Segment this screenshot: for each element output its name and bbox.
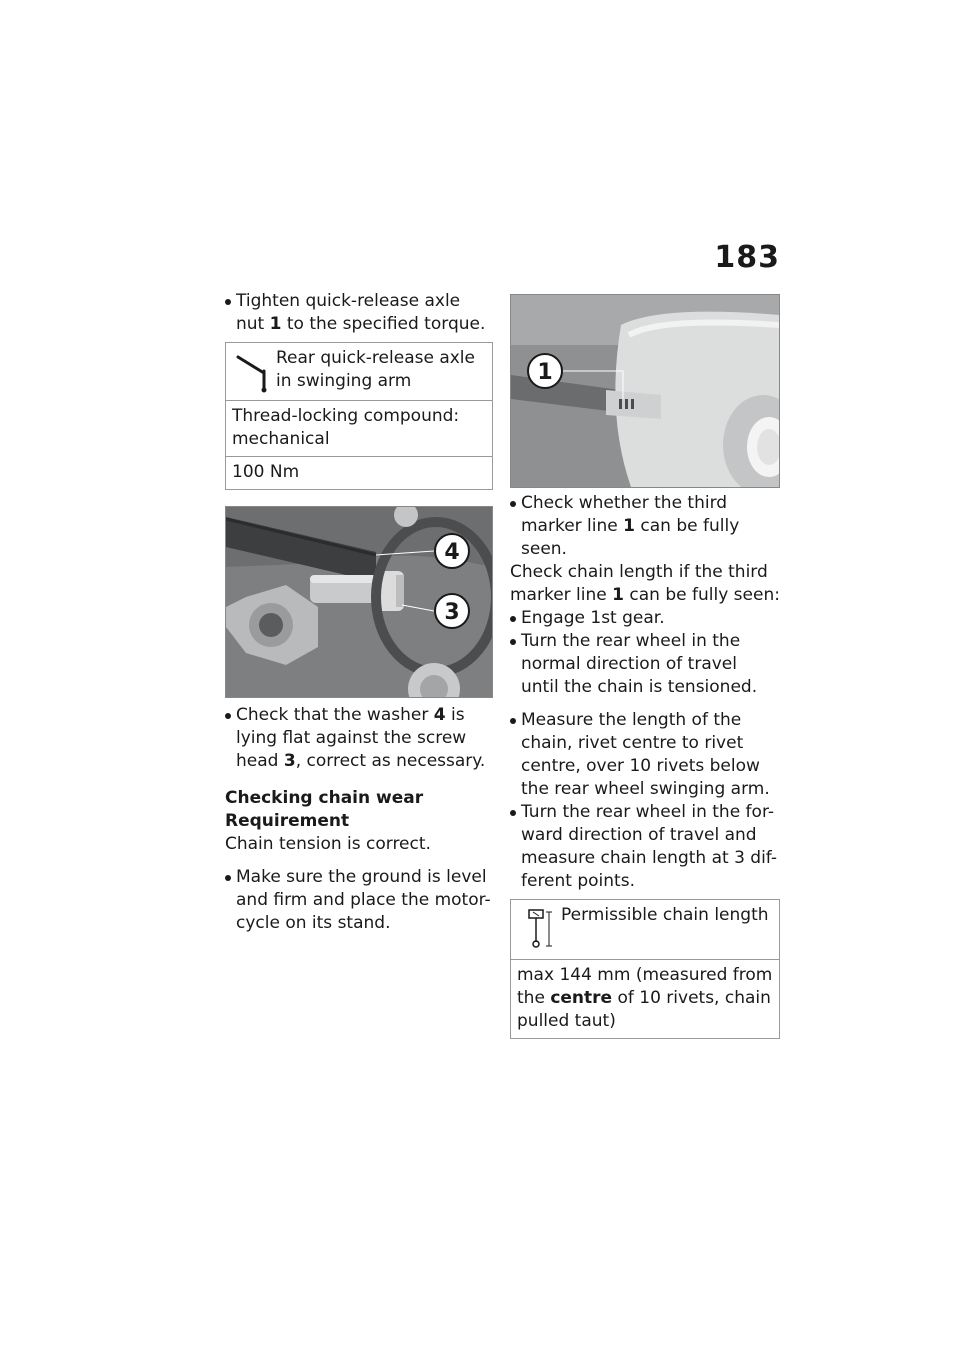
bullet-dot bbox=[225, 713, 231, 719]
bullet-dot bbox=[225, 299, 231, 305]
bullet-dot bbox=[510, 639, 516, 645]
torque-spec-value: 100 Nm bbox=[226, 456, 492, 489]
bullet-dot bbox=[510, 810, 516, 816]
requirement-text: Chain tension is correct. bbox=[225, 834, 431, 854]
photo-label-1: 1 bbox=[537, 360, 553, 385]
torque-spec-compound: Thread-locking compound: mechanical bbox=[226, 400, 492, 456]
page-number: 183 bbox=[714, 240, 780, 275]
photo-label-3: 3 bbox=[444, 600, 460, 625]
chain-length-spec-header bbox=[511, 900, 779, 959]
instruction-tighten-nut: Tighten quick-release axle nut 1 to the specified torque. bbox=[225, 290, 493, 336]
instruction-measure-chain: Measure the length of the chain, rivet centre to rivet centre, over 10 rivets below the rear wheel swinging arm. bbox=[510, 709, 780, 801]
instruction-engage-gear: Engage 1st gear. bbox=[510, 607, 780, 630]
right-column bbox=[510, 294, 780, 1039]
caliper-gauge-icon bbox=[517, 904, 561, 952]
requirement-heading: Requirement bbox=[225, 811, 350, 831]
instruction-turn-wheel: Turn the rear wheel in the normal direction of travel until the chain is tensioned. bbox=[510, 630, 780, 699]
torque-spec-title: Rear quick-release axle in swinging arm bbox=[276, 348, 475, 391]
left-column bbox=[225, 290, 493, 935]
chain-length-spec-table bbox=[510, 899, 780, 1039]
bullet-dot bbox=[510, 501, 516, 507]
chain-length-spec-value: max 144 mm (measured from the centre of 10 rivets, chain pulled taut) bbox=[511, 959, 779, 1038]
check-chain-length-text: Check chain length if the third marker line 1 can be fully seen: bbox=[510, 562, 780, 605]
torque-spec-table bbox=[225, 342, 493, 490]
torque-spec-header bbox=[226, 343, 492, 400]
instruction-check-washer: Check that the washer 4 is lying flat against the screw head 3, correct as necessary. bbox=[225, 704, 493, 773]
torque-wrench-icon bbox=[232, 347, 276, 395]
bullet-dot bbox=[225, 875, 231, 881]
instruction-measure-points: Turn the rear wheel in the for-ward direction of travel and measure chain length at 3 dif-ferent points. bbox=[510, 801, 780, 893]
instruction-check-marker: Check whether the third marker line 1 can be fully seen. bbox=[510, 492, 780, 561]
chain-length-spec-title: Permissible chain length bbox=[561, 905, 769, 925]
photo-label-4: 4 bbox=[444, 540, 460, 565]
washer-screw-photo bbox=[225, 506, 493, 698]
section-heading: Checking chain wear bbox=[225, 788, 424, 808]
instruction-place-motorcycle: Make sure the ground is level and firm and place the motor-cycle on its stand. bbox=[225, 866, 493, 935]
bullet-dot bbox=[510, 718, 516, 724]
bullet-dot bbox=[510, 616, 516, 622]
marker-line-photo bbox=[510, 294, 780, 488]
